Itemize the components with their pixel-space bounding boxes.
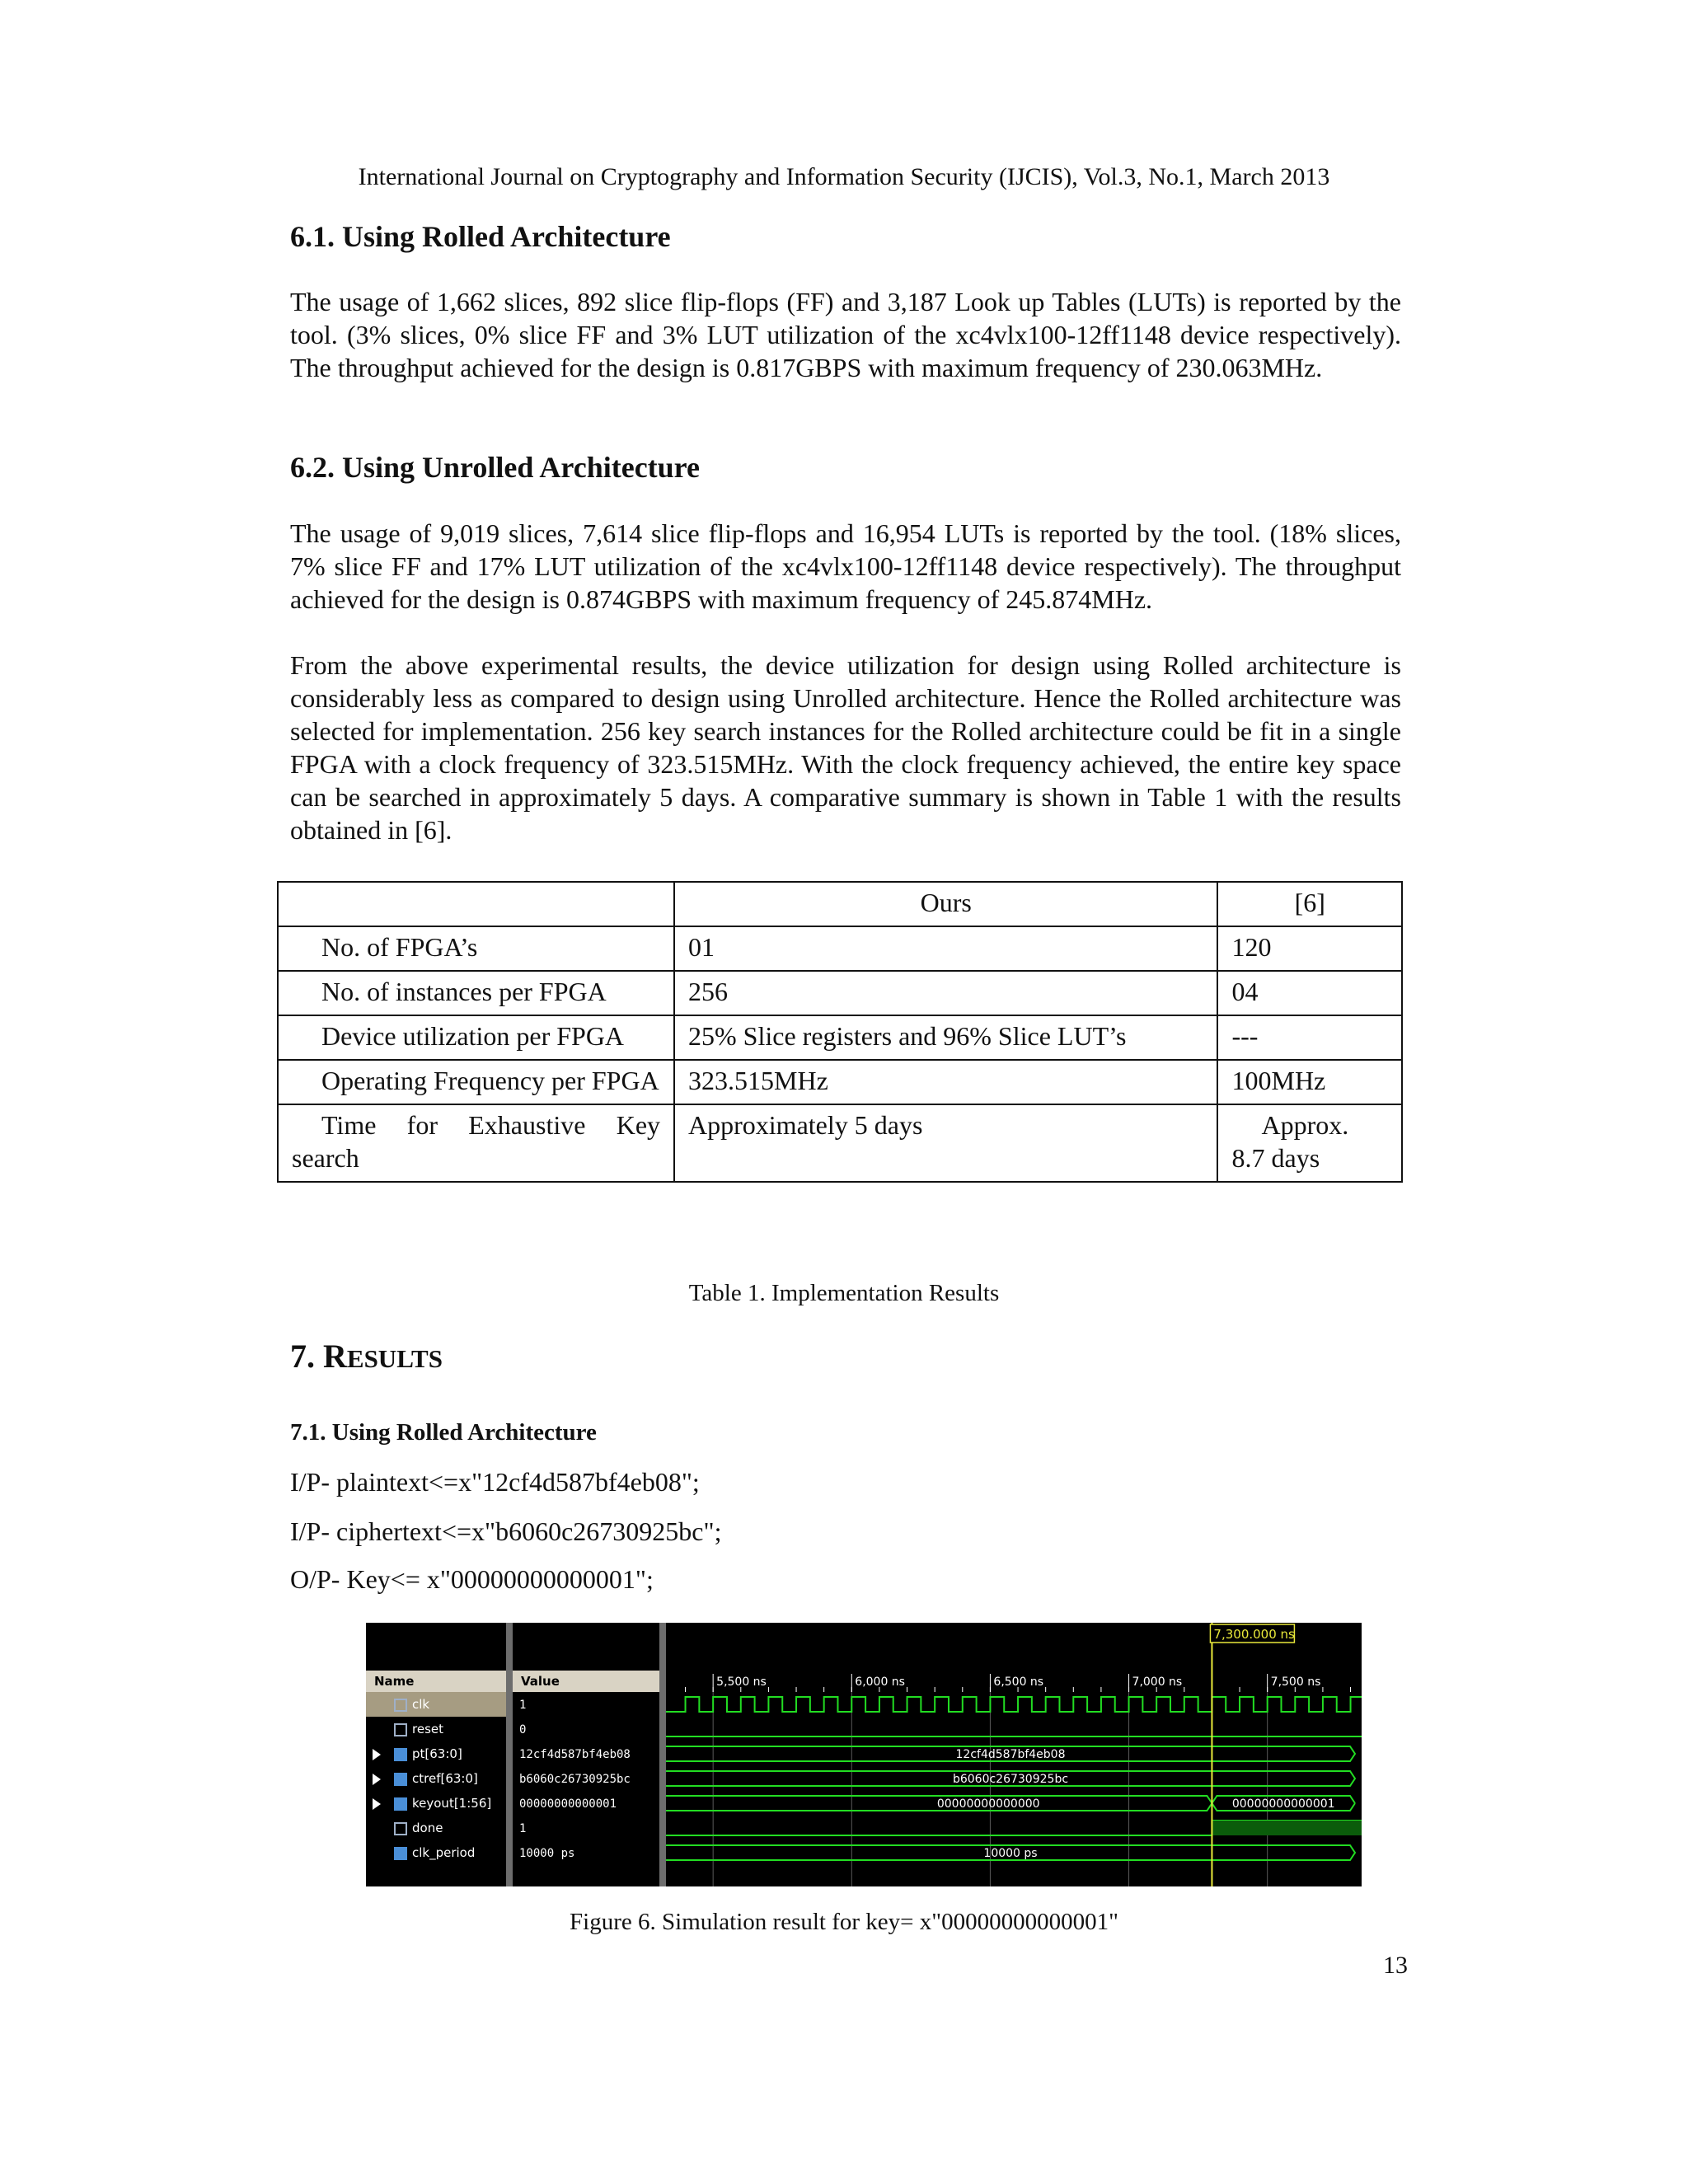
heading-6-1: 6.1. Using Rolled Architecture <box>290 220 671 253</box>
heading-6-2: 6.2. Using Unrolled Architecture <box>290 451 700 484</box>
bus-signal-icon <box>394 1847 407 1860</box>
signal-value-row[interactable] <box>513 1741 659 1766</box>
table-row <box>278 1104 1402 1182</box>
signal-name: keyout[1:56] <box>412 1796 492 1811</box>
table-cell: 01 <box>674 926 1217 971</box>
time-tick-label: 5,500 ns <box>716 1675 767 1689</box>
signal-name: ctref[63:0] <box>412 1771 478 1786</box>
bit-signal-icon <box>394 1699 407 1712</box>
table-header-row <box>278 882 1402 926</box>
table-row <box>278 971 1402 1015</box>
signal-value-row[interactable] <box>513 1791 659 1816</box>
io-line: O/P- Key<= x"00000000000001"; <box>290 1564 654 1594</box>
section-7-heading <box>290 1337 443 1376</box>
paragraph-6-2-summary: From the above experimental results, the device utilization for design using Rolled architecture is considerably less as compared to design using Unrolled architecture. Hence the Rolled architecture was selected for implementation. 256 key search instances for the Rolled architecture could be fit in a single FPGA with a clock frequency of 323.515MHz. With the clock frequency achieved, the entire key space can be searched in approximately 5 days. A comparative summary is shown in Table 1 with the results obtained in [6]. <box>290 650 1401 845</box>
journal-header: International Journal on Cryptography and Information Security (IJCIS), Vol.3, No.1, March 2013 <box>358 163 1330 190</box>
signal-value: 00000000000001 <box>519 1797 617 1811</box>
table-row <box>278 1015 1402 1060</box>
bus-signal-icon <box>394 1748 407 1761</box>
expand-arrow-icon[interactable] <box>373 1798 381 1810</box>
signal-value: 0 <box>519 1723 527 1736</box>
time-tick-label: 6,500 ns <box>993 1675 1044 1689</box>
signal-name: done <box>412 1821 443 1835</box>
signal-name-pane <box>366 1623 506 1886</box>
signal-name-row[interactable] <box>366 1791 506 1816</box>
signal-value: 10000 ps <box>519 1847 575 1860</box>
bus-signal-icon <box>394 1773 407 1786</box>
time-tick-label: 7,500 ns <box>1270 1675 1321 1689</box>
value-column-header[interactable]: Value <box>513 1671 659 1692</box>
signal-name-row[interactable] <box>366 1840 506 1865</box>
table-cell: Time for Exhaustive Key search <box>278 1104 674 1182</box>
table-cell: 323.515MHz <box>674 1060 1217 1104</box>
table-header-cell: [6] <box>1217 882 1402 926</box>
signal-value: 1 <box>519 1822 527 1835</box>
name-column-header[interactable]: Name <box>366 1671 506 1692</box>
signal-value: b6060c26730925bc <box>519 1773 631 1786</box>
table-cell: 25% Slice registers and 96% Slice LUT’s <box>674 1015 1217 1060</box>
pt-waveform-label: 12cf4d587bf4eb08 <box>955 1748 1066 1761</box>
time-tick-label: 7,000 ns <box>1132 1675 1183 1689</box>
cursor-time-label: 7,300.000 ns <box>1213 1627 1295 1642</box>
subheading-7-1: 7.1. Using Rolled Architecture <box>290 1419 597 1446</box>
table-cell: Device utilization per FPGA <box>278 1015 674 1060</box>
expand-arrow-icon[interactable] <box>373 1749 381 1760</box>
done-high-fill <box>1212 1821 1362 1835</box>
table-cell: No. of FPGA’s <box>278 926 674 971</box>
bit-signal-icon <box>394 1723 407 1736</box>
simulation-waveform-figure <box>366 1623 1362 1886</box>
signal-name-row[interactable] <box>366 1717 506 1741</box>
signal-value-row[interactable] <box>513 1840 659 1865</box>
table-cell: 120 <box>1217 926 1402 971</box>
bus-signal-icon <box>394 1797 407 1811</box>
signal-value-pane <box>513 1623 659 1886</box>
signal-name: clk_period <box>412 1845 476 1860</box>
implementation-results-table <box>277 881 1403 1183</box>
page-number: 13 <box>1383 1952 1408 1979</box>
signal-name: reset <box>412 1722 443 1736</box>
table-header-cell: Ours <box>674 882 1217 926</box>
paragraph-6-1: The usage of 1,662 slices, 892 slice flip-flops (FF) and 3,187 Look up Tables (LUTs) is reported by the tool. (3% slices, 0% slice FF and 3% LUT utilization of the xc4vlx100-12ff1148 device respectively). The throughput achieved for the design is 0.817GBPS with maximum frequency of 230.063MHz. <box>290 287 1401 382</box>
paragraph-6-2: The usage of 9,019 slices, 7,614 slice flip-flops and 16,954 LUTs is reported by the tool. (18% slices, 7% slice FF and 17% LUT utilization of the xc4vlx100-12ff1148 device respectively). The throughput achieved for the design is 0.874GBPS with maximum frequency of 245.874MHz. <box>290 518 1401 614</box>
waveform-pane[interactable] <box>666 1623 1362 1886</box>
table-caption: Table 1. Implementation Results <box>688 1280 1000 1306</box>
table-cell: --- <box>1217 1015 1402 1060</box>
section-7-heading-rest: ESULTS <box>346 1344 443 1373</box>
table-row <box>278 926 1402 971</box>
signal-value-row[interactable] <box>513 1717 659 1741</box>
signal-name: pt[63:0] <box>412 1746 462 1761</box>
table-cell: 04 <box>1217 971 1402 1015</box>
clk-waveform <box>666 1697 1362 1712</box>
table-cell: 256 <box>674 971 1217 1015</box>
signal-value-row[interactable] <box>513 1816 659 1840</box>
pane-divider[interactable] <box>506 1623 513 1886</box>
signal-value: 12cf4d587bf4eb08 <box>519 1748 631 1761</box>
signal-value: 1 <box>519 1699 527 1712</box>
clk-period-waveform-label: 10000 ps <box>983 1847 1038 1860</box>
pane-divider[interactable] <box>659 1623 666 1886</box>
expand-arrow-icon[interactable] <box>373 1774 381 1785</box>
keyout-waveform-label: 00000000000001 <box>1231 1797 1335 1811</box>
signal-value-row[interactable] <box>513 1766 659 1791</box>
figure-caption: Figure 6. Simulation result for key= x"00000000000001" <box>570 1909 1118 1935</box>
section-7-heading-num: 7. R <box>290 1338 347 1375</box>
signal-name: clk <box>412 1697 430 1712</box>
signal-name-row[interactable] <box>366 1692 506 1717</box>
signal-name-row[interactable] <box>366 1741 506 1766</box>
ctref-waveform-label: b6060c26730925bc <box>952 1773 1069 1786</box>
table-cell: Approximately 5 days <box>674 1104 1217 1182</box>
keyout-waveform-label: 00000000000000 <box>936 1797 1040 1811</box>
bit-signal-icon <box>394 1822 407 1835</box>
table-cell: 100MHz <box>1217 1060 1402 1104</box>
table-header-cell <box>278 882 674 926</box>
signal-name-row[interactable] <box>366 1766 506 1791</box>
table-cell: Approx. 8.7 days <box>1217 1104 1402 1182</box>
signal-value-row[interactable] <box>513 1692 659 1717</box>
table-cell: Operating Frequency per FPGA <box>278 1060 674 1104</box>
io-line: I/P- plaintext<=x"12cf4d587bf4eb08"; <box>290 1467 700 1497</box>
time-tick-label: 6,000 ns <box>855 1675 905 1689</box>
signal-name-row[interactable] <box>366 1816 506 1840</box>
table-row <box>278 1060 1402 1104</box>
table-cell: No. of instances per FPGA <box>278 971 674 1015</box>
io-line: I/P- ciphertext<=x"b6060c26730925bc"; <box>290 1516 722 1546</box>
